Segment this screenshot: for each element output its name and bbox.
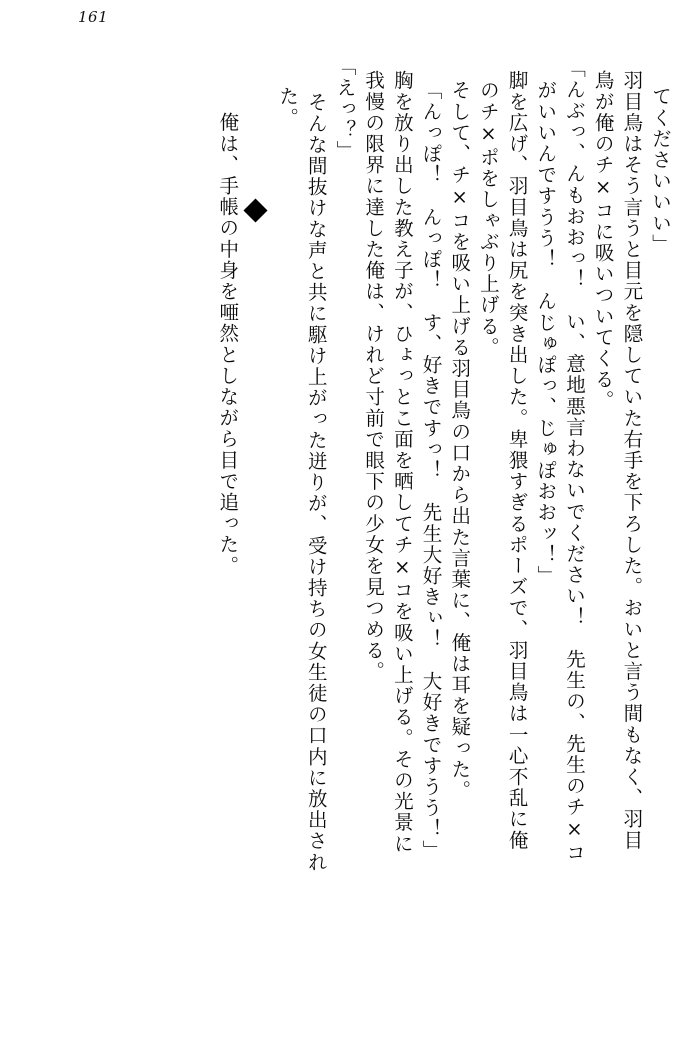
text-column: そんな間抜けな声と共に駆け上がった迸りが、受け持ちの女生徒の口内に放出され — [304, 92, 328, 873]
page-number: 161 — [78, 8, 109, 26]
text-column: そして、チ×コを吸い上げる羽目鳥の口から出た言葉に、俺は耳を疑った。 — [448, 80, 472, 801]
text-column: た。 — [276, 86, 300, 129]
text-column: のチ×ポをしゃぶり上げる。 — [476, 80, 500, 358]
text-column: 我慢の限界に達した俺は、けれど寸前で眼下の少女を見つめる。 — [362, 70, 386, 682]
text-column: 「えっ？」 — [333, 56, 357, 162]
vertical-text-block — [30, 52, 670, 1012]
text-column: 羽目鳥はそう言うと目元を隠していた右手を下ろした。おいと言う間もなく、羽目 — [620, 70, 644, 851]
text-column: がいいんですうう！ んじゅぽっ、じゅぽおおッ！」 — [534, 80, 558, 587]
diamond-icon — [244, 198, 268, 222]
text-column: 俺は、手帳の中身を唖然としながら目で追った。 — [216, 112, 240, 577]
text-column: てくださいいい」 — [649, 86, 672, 255]
text-column: 「んっぽ！ んっぽ！ す、好きですっ！ 先生大好きぃ！ 大好きですうう！」 — [419, 80, 443, 861]
section-separator — [246, 52, 268, 1004]
text-column: 胸を放り出した教え子が、ひょっとこ面を晒してチ×コを吸い上げる。その光景に — [390, 70, 414, 855]
text-column: 鳥が俺のチ×コに吸いついてくる。 — [591, 70, 615, 412]
text-column: 脚を広げ、羽目鳥は尻を突き出した。卑猥すぎるポーズで、羽目鳥は一心不乱に俺 — [505, 70, 529, 851]
text-column: 「んぶっ、んもおおっ！ い、意地悪言わないでください！ 先生の、先生のチ×コ — [562, 58, 586, 864]
